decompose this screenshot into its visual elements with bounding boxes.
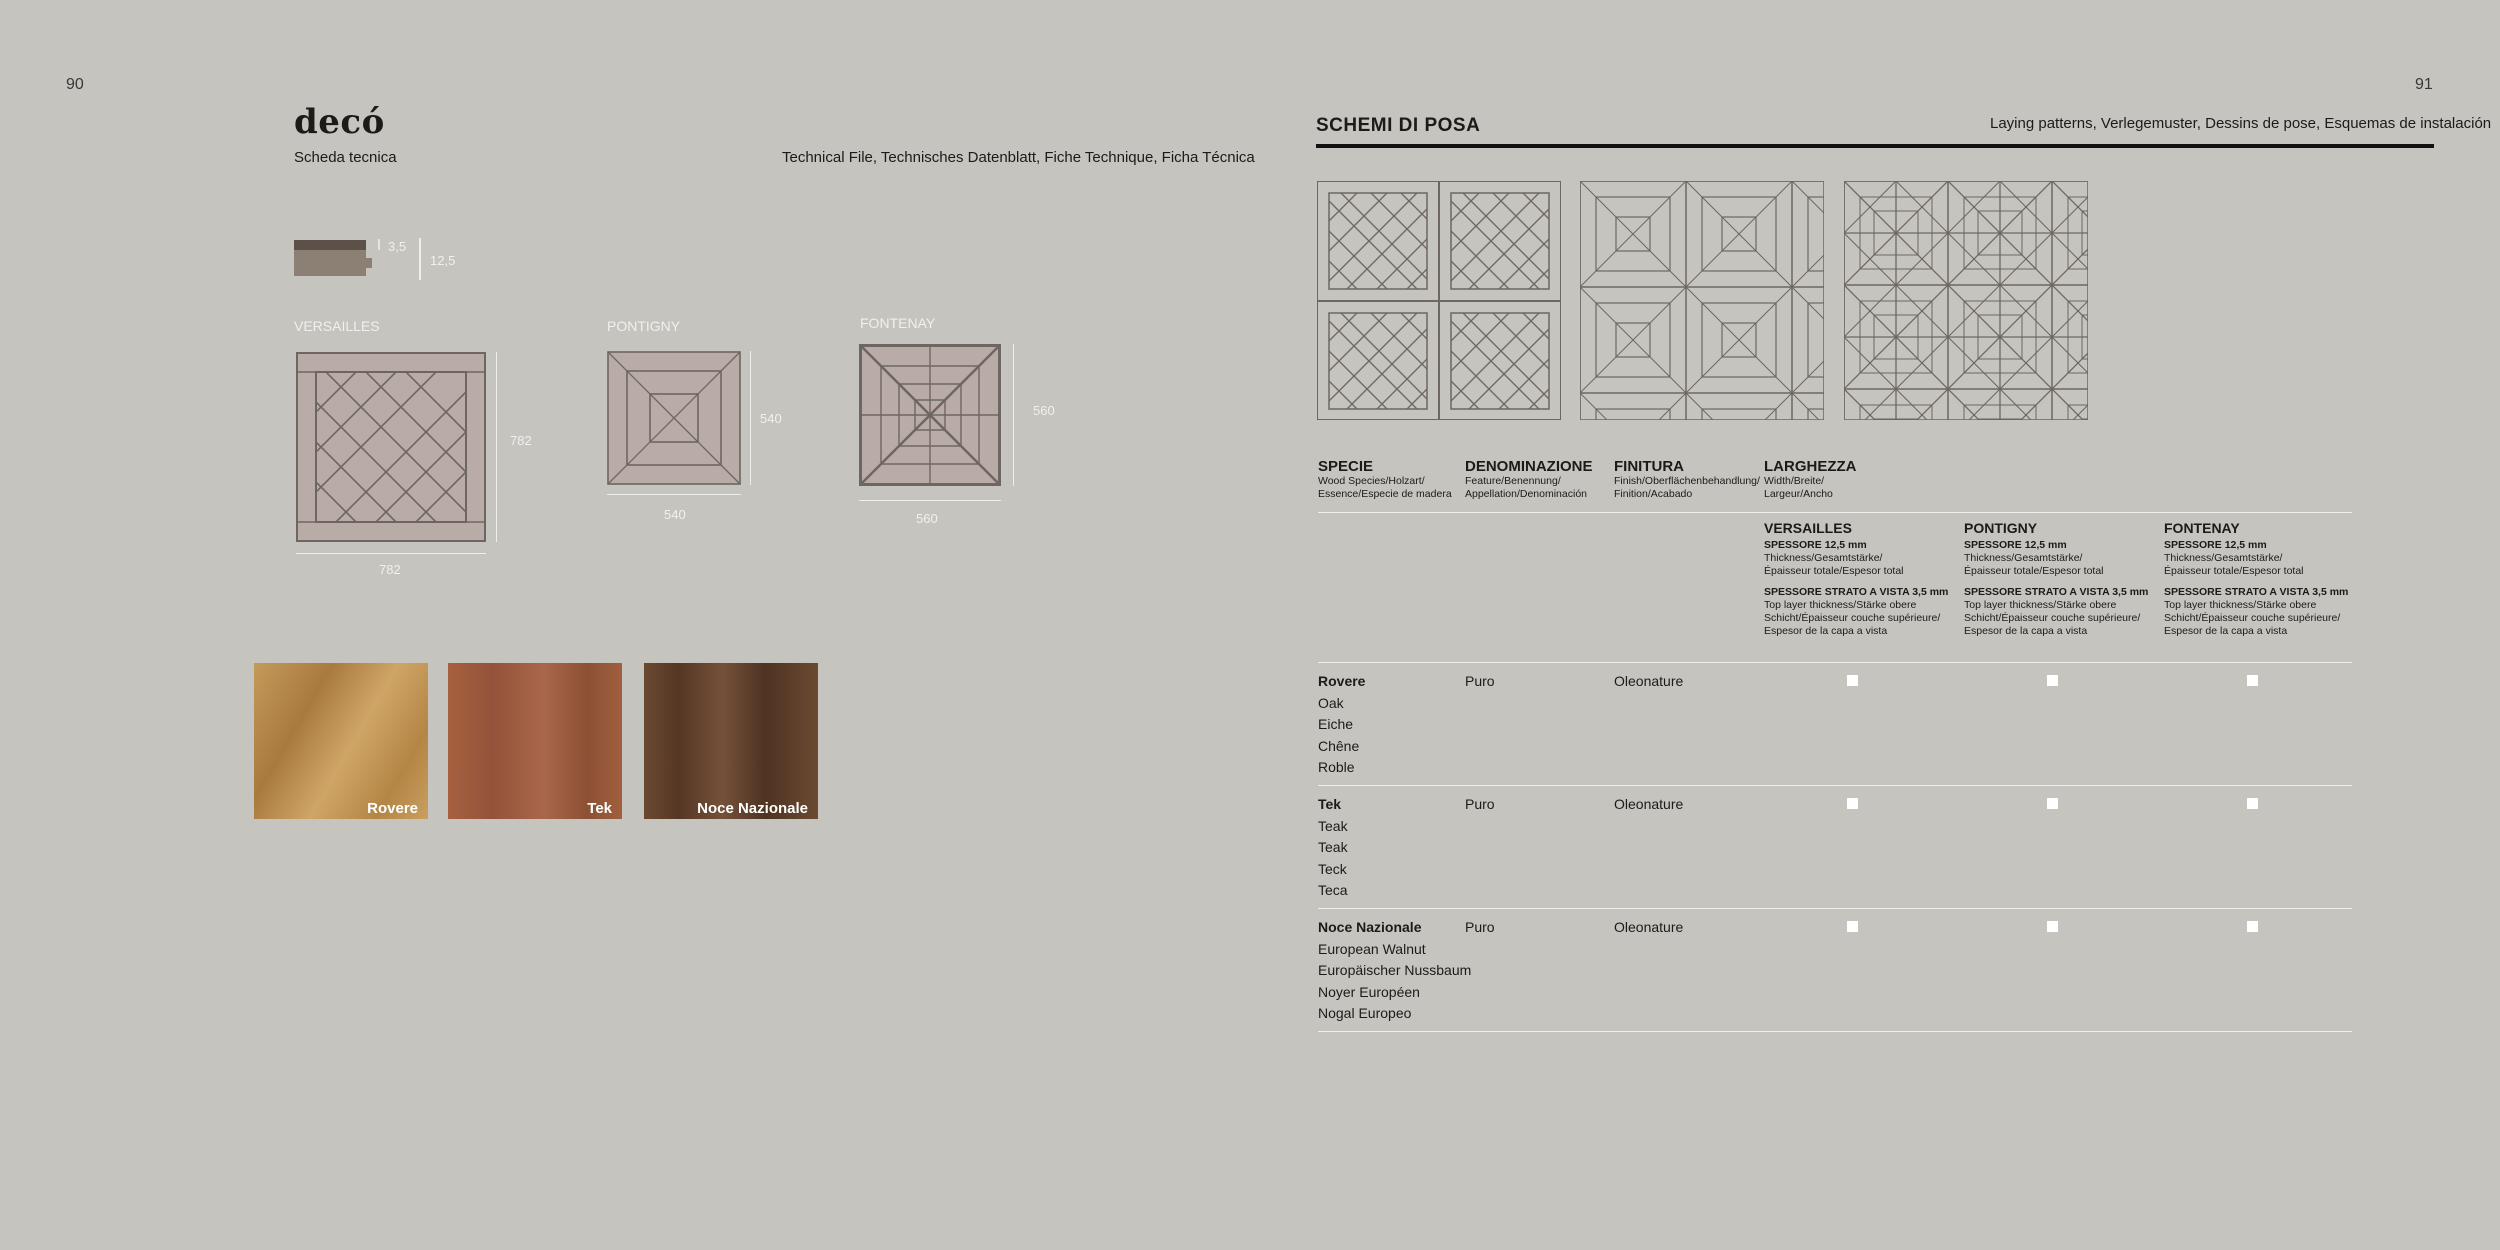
format-thickness-sub: Thickness/Gesamtstärke/: [1764, 552, 1883, 564]
format-fontenay: [2164, 520, 2354, 638]
availability-check-pontigny: [2047, 921, 2058, 932]
format-top-sub: Espesor de la capa a vista: [2164, 625, 2288, 637]
format-pontigny: [1964, 520, 2154, 638]
col-sub: Wood Species/Holzart/: [1318, 475, 1425, 487]
format-top: SPESSORE STRATO A VISTA 3,5 mm: [2164, 586, 2349, 598]
species-translation: Oak: [1318, 694, 1344, 711]
swatch-tek: [448, 663, 622, 819]
availability-check-fontenay: [2247, 798, 2258, 809]
pontigny-height-line: [750, 351, 751, 485]
fontenay-width: 560: [916, 511, 938, 526]
laying-pattern-pontigny: [1580, 181, 1824, 420]
col-title: FINITURA: [1614, 458, 1684, 475]
col-sub: Appellation/Denominación: [1465, 488, 1587, 500]
species-translation: Europäischer Nussbaum: [1318, 962, 1472, 978]
section-heading: SCHEMI DI POSA: [1316, 115, 1481, 136]
species-translation: Teak: [1318, 839, 1348, 855]
format-top-sub: Schicht/Épaisseur couche supérieure/: [1964, 612, 2141, 624]
col-sub: Feature/Benennung/: [1465, 475, 1561, 487]
col-sub: Width/Breite/: [1764, 475, 1825, 487]
availability-check-pontigny: [2047, 675, 2058, 686]
table-rule: [1318, 512, 2352, 513]
format-top: SPESSORE STRATO A VISTA 3,5 mm: [1964, 586, 2149, 598]
pattern-label-versailles: VERSAILLES: [294, 318, 380, 334]
feature-cell: Puro: [1465, 796, 1495, 812]
swatch-label: Noce Nazionale: [697, 800, 808, 817]
format-top-sub: Schicht/Épaisseur couche supérieure/: [1764, 612, 1941, 624]
availability-check-versailles: [1847, 798, 1858, 809]
fontenay-height: 560: [1033, 403, 1055, 418]
format-top-sub: Top layer thickness/Stärke obere: [1764, 599, 1917, 611]
subtitle-translations: Technical File, Technisches Datenblatt, Fiche Technique, Ficha Técnica: [782, 149, 1255, 166]
swatch-label: Tek: [587, 800, 612, 817]
format-top: SPESSORE STRATO A VISTA 3,5 mm: [1764, 586, 1949, 598]
col-sub: Finition/Acabado: [1614, 488, 1693, 500]
versailles-width-line: [296, 553, 486, 554]
col-sub: Essence/Especie de madera: [1318, 488, 1452, 500]
format-top-sub: Espesor de la capa a vista: [1964, 625, 2088, 637]
format-thickness: SPESSORE 12,5 mm: [2164, 539, 2267, 551]
profile-top-thickness: 3,5: [388, 239, 407, 254]
pattern-label-fontenay: FONTENAY: [860, 315, 936, 331]
species-translation: Noyer Européen: [1318, 983, 1420, 1000]
swatch-rovere: [254, 663, 428, 819]
table-row-rovere: [1318, 671, 1365, 779]
format-top-sub: Espesor de la capa a vista: [1764, 625, 1888, 637]
availability-check-versailles: [1847, 921, 1858, 932]
availability-check-fontenay: [2247, 675, 2258, 686]
species-translation: Eiche: [1318, 716, 1354, 732]
plank-profile-icon: [292, 236, 392, 286]
profile-total-divider: [419, 238, 421, 280]
format-thickness-sub: Thickness/Gesamtstärke/: [2164, 552, 2283, 564]
format-name: PONTIGNY: [1964, 520, 2038, 536]
col-sub: Finish/Oberflächenbehandlung/: [1614, 475, 1760, 487]
format-top-sub: Top layer thickness/Stärke obere: [1964, 599, 2117, 611]
versailles-panel: [296, 352, 486, 542]
species-translation: European Walnut: [1318, 940, 1426, 957]
col-header-species: [1318, 458, 1452, 501]
format-thickness: SPESSORE 12,5 mm: [1764, 539, 1867, 551]
table-rule: [1318, 785, 2352, 786]
species-translation: Roble: [1318, 759, 1355, 775]
col-header-feature: [1465, 458, 1593, 501]
swatch-label: Rovere: [367, 800, 418, 817]
format-thickness-sub: Épaisseur totale/Espesor total: [2164, 565, 2304, 577]
feature-cell: Puro: [1465, 673, 1495, 689]
page-number-right: 91: [2415, 76, 2433, 93]
format-name: FONTENAY: [2164, 520, 2240, 536]
pontigny-height: 540: [760, 411, 782, 426]
pattern-label-pontigny: PONTIGNY: [607, 318, 681, 334]
availability-check-pontigny: [2047, 798, 2058, 809]
swatch-noce-nazionale: [644, 663, 818, 819]
table-rule: [1318, 1031, 2352, 1032]
availability-check-versailles: [1847, 675, 1858, 686]
species-name: Rovere: [1318, 673, 1366, 689]
table-rule: [1318, 908, 2352, 909]
format-versailles: [1764, 520, 1954, 638]
table-row-noce-nazionale: [1318, 917, 1471, 1025]
species-translation: Teca: [1318, 882, 1348, 898]
format-name: VERSAILLES: [1764, 520, 1852, 536]
table-rule: [1318, 662, 2352, 663]
laying-pattern-versailles: [1317, 181, 1561, 420]
format-top-sub: Schicht/Épaisseur couche supérieure/: [2164, 612, 2341, 624]
table-row-tek: [1318, 794, 1348, 902]
laying-pattern-fontenay: [1844, 181, 2088, 420]
species-translation: Chêne: [1318, 737, 1360, 754]
col-title: LARGHEZZA: [1764, 458, 1857, 475]
page-number-left: 90: [66, 76, 84, 93]
col-header-width: [1764, 458, 1857, 501]
availability-check-fontenay: [2247, 921, 2258, 932]
finish-cell: Oleonature: [1614, 919, 1684, 935]
format-thickness-sub: Thickness/Gesamtstärke/: [1964, 552, 2083, 564]
format-thickness-sub: Épaisseur totale/Espesor total: [1764, 565, 1904, 577]
pontigny-panel: [607, 351, 741, 485]
finish-cell: Oleonature: [1614, 796, 1684, 812]
species-translation: Teck: [1318, 860, 1347, 877]
heading-rule: [1316, 144, 2434, 148]
profile-total-thickness: 12,5: [430, 253, 456, 268]
species-name: Tek: [1318, 796, 1342, 812]
col-title: DENOMINAZIONE: [1465, 458, 1593, 475]
feature-cell: Puro: [1465, 919, 1495, 935]
format-thickness-sub: Épaisseur totale/Espesor total: [1964, 565, 2104, 577]
page-title: decó: [294, 102, 385, 142]
species-name: Noce Nazionale: [1318, 919, 1422, 935]
versailles-height: 782: [510, 433, 532, 448]
page-subtitle: Scheda tecnica: [294, 149, 397, 166]
fontenay-width-line: [859, 500, 1001, 501]
fontenay-panel: [859, 344, 1001, 486]
versailles-width: 782: [379, 562, 401, 577]
species-translation: Nogal Europeo: [1318, 1005, 1412, 1021]
fontenay-height-line: [1013, 344, 1014, 486]
versailles-height-line: [496, 352, 497, 542]
finish-cell: Oleonature: [1614, 673, 1684, 689]
format-thickness: SPESSORE 12,5 mm: [1964, 539, 2067, 551]
pontigny-width: 540: [664, 507, 686, 522]
species-translation: Teak: [1318, 817, 1348, 834]
section-heading-translations: Laying patterns, Verlegemuster, Dessins de pose, Esquemas de instalación: [1990, 115, 2492, 132]
col-header-finish: [1614, 458, 1760, 501]
col-sub: Largeur/Ancho: [1764, 488, 1833, 500]
pontigny-width-line: [607, 494, 741, 495]
format-top-sub: Top layer thickness/Stärke obere: [2164, 599, 2317, 611]
col-title: SPECIE: [1318, 458, 1374, 475]
